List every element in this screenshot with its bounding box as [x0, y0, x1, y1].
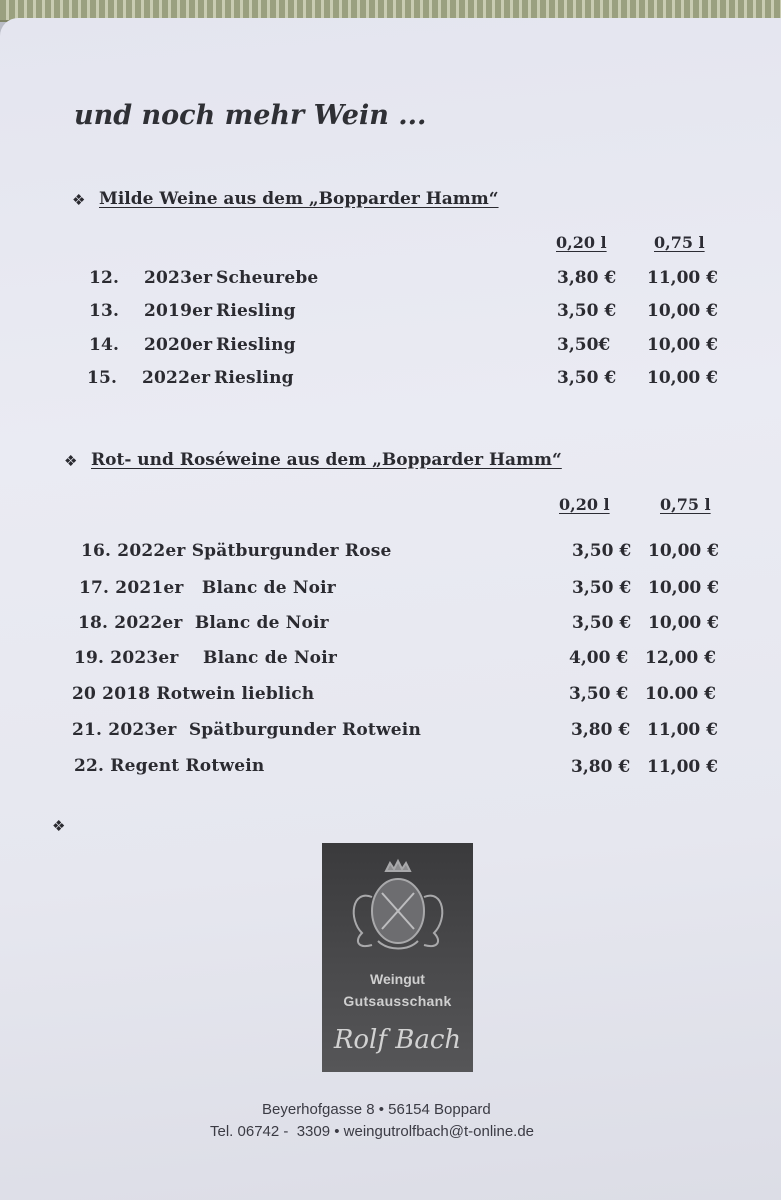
price-075: 12,00 €: [645, 648, 716, 668]
bullet-icon: ❖: [52, 817, 66, 835]
price-075: 11,00 €: [647, 757, 718, 777]
wine-year: 2019er: [144, 301, 213, 321]
wine-name: Riesling: [216, 301, 296, 321]
wine-name: Riesling: [214, 368, 294, 388]
wine-year: 2023er: [144, 268, 213, 288]
col-header-075: 0,75 l: [660, 495, 711, 514]
wine-entry: 17. 2021er Blanc de Noir: [79, 578, 336, 598]
wine-number: 14.: [89, 335, 120, 355]
wine-entry: 18. 2022er Blanc de Noir: [78, 613, 329, 633]
section-heading-rot-rose: Rot- und Roséweine aus dem „Bopparder Hamm“: [91, 450, 562, 470]
wine-entry: 16. 2022er Spätburgunder Rose: [81, 541, 392, 561]
page-title: und noch mehr Wein ...: [74, 100, 427, 131]
wine-name: Riesling: [216, 335, 296, 355]
wine-year: 2022er: [142, 368, 211, 388]
price-075: 10,00 €: [648, 541, 719, 561]
price-020: 3,50 €: [572, 613, 632, 633]
price-075: 11,00 €: [647, 720, 718, 740]
wine-entry: 22. Regent Rotwein: [74, 756, 265, 776]
wine-number: 15.: [87, 368, 118, 388]
wine-entry: 20 2018 Rotwein lieblich: [72, 684, 315, 704]
price-075: 10,00 €: [647, 335, 718, 355]
logo-text-gutsausschank: Gutsausschank: [343, 993, 452, 1009]
price-075: 10,00 €: [647, 368, 718, 388]
bullet-icon: ❖: [72, 191, 86, 209]
price-075: 10,00 €: [648, 578, 719, 598]
col-header-075: 0,75 l: [654, 233, 705, 252]
price-020: 3,50€: [557, 335, 611, 355]
wine-entry: 21. 2023er Spätburgunder Rotwein: [72, 720, 422, 740]
wine-entry: 19. 2023er Blanc de Noir: [74, 648, 338, 668]
col-header-020: 0,20 l: [556, 233, 607, 252]
footer-contact: Tel. 06742 - 3309 • weingutrolfbach@t-online.de: [210, 1123, 535, 1140]
wine-number: 13.: [89, 301, 120, 321]
footer-address: Beyerhofgasse 8 • 56154 Boppard: [262, 1101, 491, 1118]
price-020: 3,80 €: [571, 757, 631, 777]
wine-name: Scheurebe: [216, 268, 319, 288]
price-020: 4,00 €: [569, 648, 629, 668]
price-075: 10,00 €: [647, 301, 718, 321]
wine-number: 12.: [89, 268, 120, 288]
winery-logo: [322, 843, 473, 1072]
price-020: 3,50 €: [569, 684, 629, 704]
price-075: 10,00 €: [648, 613, 719, 633]
price-020: 3,80 €: [557, 268, 617, 288]
logo-text-weingut: Weingut: [370, 971, 425, 987]
wine-year: 2020er: [144, 335, 213, 355]
price-075: 10.00 €: [645, 684, 716, 704]
price-020: 3,50 €: [572, 578, 632, 598]
price-075: 11,00 €: [647, 268, 718, 288]
price-020: 3,50 €: [557, 301, 617, 321]
col-header-020: 0,20 l: [559, 495, 610, 514]
price-020: 3,50 €: [557, 368, 617, 388]
price-020: 3,50 €: [572, 541, 632, 561]
bullet-icon: ❖: [64, 452, 78, 470]
section-heading-milde-weine: Milde Weine aus dem „Bopparder Hamm“: [99, 189, 499, 209]
price-020: 3,80 €: [571, 720, 631, 740]
logo-signature: Rolf Bach: [333, 1025, 462, 1055]
coat-of-arms-icon: [322, 849, 473, 979]
